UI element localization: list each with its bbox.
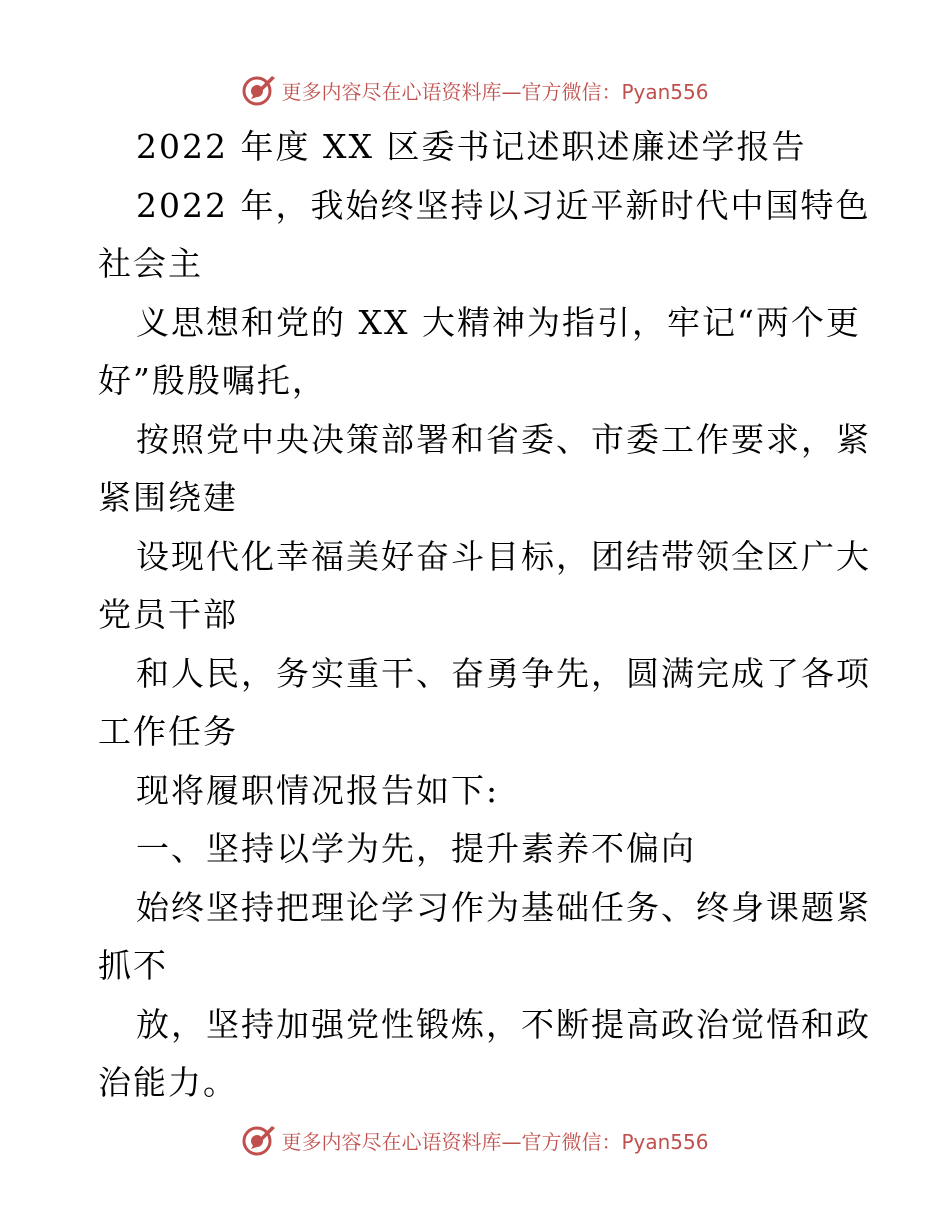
quill-logo-icon <box>241 72 277 108</box>
paragraph-line: 2022 年，我始终坚持以习近平新时代中国特色 <box>136 185 871 225</box>
header-banner <box>0 70 950 110</box>
paragraph-line: 放，坚持加强党性锻炼，不断提高政治觉悟和政 <box>136 1004 871 1044</box>
paragraph-line: 按照党中央决策部署和省委、市委工作要求，紧 <box>136 419 871 459</box>
header-banner-text: 更多内容尽在心语资料库—官方微信：Pyan556 <box>281 79 709 104</box>
paragraph-line: 始终坚持把理论学习作为基础任务、终身课题紧 <box>136 887 871 927</box>
paragraph-line: 和人民，务实重干、奋勇争先，圆满完成了各项 <box>136 653 871 693</box>
footer-banner-text: 更多内容尽在心语资料库—官方微信：Pyan556 <box>281 1129 709 1154</box>
paragraph-line: 工作任务 <box>98 712 238 751</box>
document-body <box>98 118 871 1113</box>
paragraph-line: 社会主 <box>98 244 203 283</box>
paragraph-line: 治能力。 <box>98 1063 238 1102</box>
paragraph-line: 设现代化幸福美好奋斗目标，团结带领全区广大 <box>136 536 871 576</box>
paragraph-line: 党员干部 <box>98 595 238 634</box>
footer-banner <box>0 1120 950 1160</box>
paragraph-line: 好”殷殷嘱托， <box>98 361 327 400</box>
section-heading: 一、坚持以学为先，提升素养不偏向 <box>136 829 696 868</box>
paragraph-line: 现将履职情况报告如下: <box>136 770 500 810</box>
paragraph-line: 义思想和党的 XX 大精神为指引，牢记“两个更 <box>136 302 861 342</box>
paragraph-line: 紧围绕建 <box>98 478 238 517</box>
paragraph-line: 抓不 <box>98 946 168 985</box>
quill-logo-icon <box>241 1122 277 1158</box>
document-title: 2022 年度 XX 区委书记述职述廉述学报告 <box>136 127 807 166</box>
